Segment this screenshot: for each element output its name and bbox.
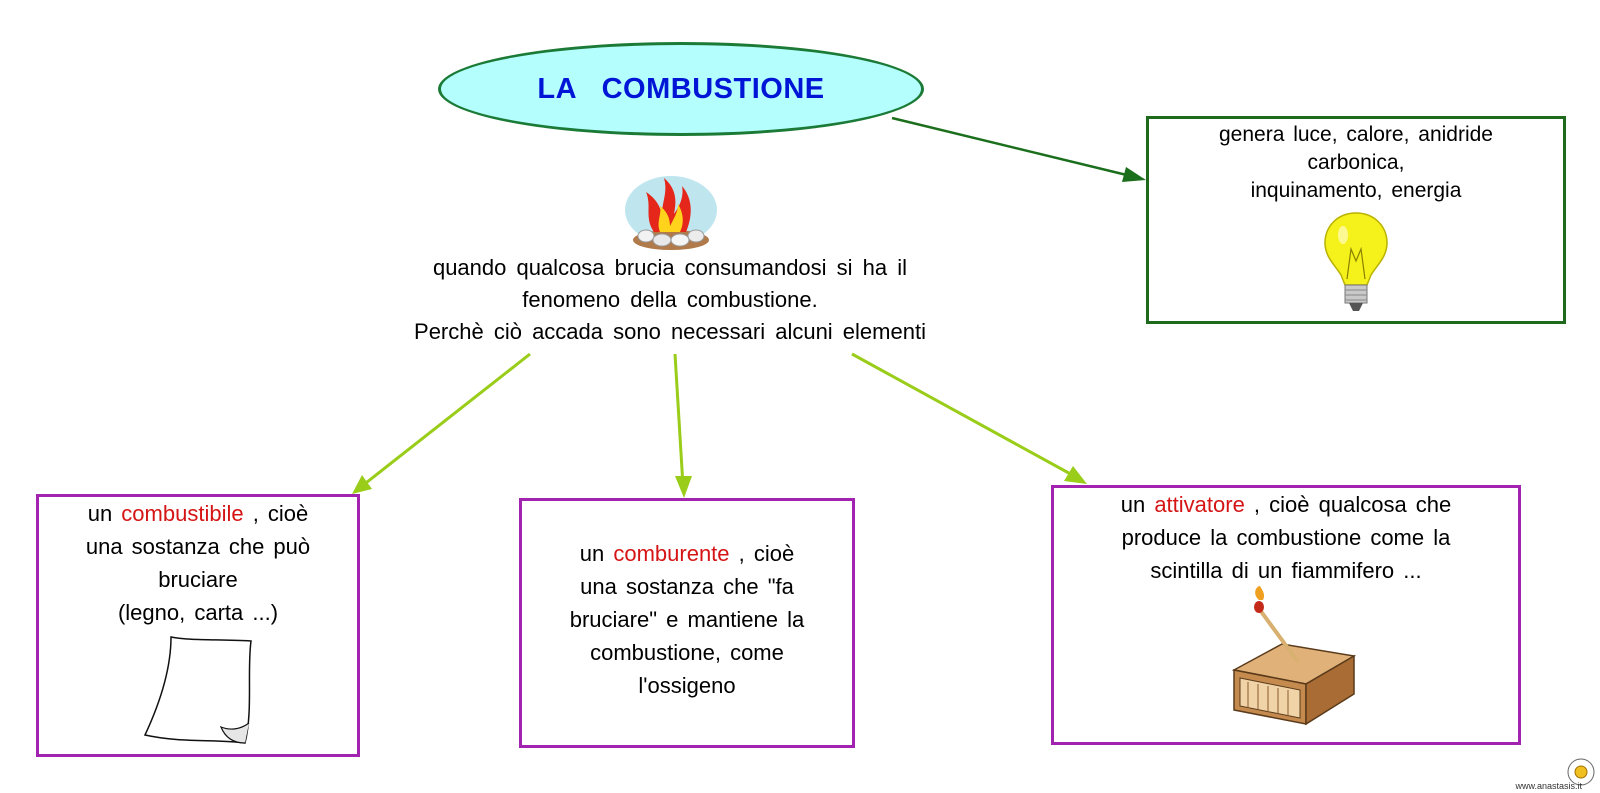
fuel-line-1: un combustibile , cioè <box>87 501 309 526</box>
center-description <box>330 252 1010 348</box>
matchbox-icon <box>1226 586 1360 736</box>
oxidizer-line-2: una sostanza che "fa <box>580 574 794 599</box>
igniter-line-1: un attivatore , cioè qualcosa che <box>1120 492 1452 517</box>
igniter-line-2: produce la combustione come la <box>1121 525 1451 550</box>
oxidizer-line-5: l'ossigeno <box>638 673 736 698</box>
igniter-line-3: scintilla di un fiammifero ... <box>1150 558 1422 583</box>
oxidizer-text <box>522 501 852 702</box>
arrow-center-to-igniter <box>852 354 1087 484</box>
paper-sheet-icon <box>141 631 261 751</box>
igniter-keyword: attivatore <box>1154 492 1245 517</box>
campfire-icon <box>624 174 718 254</box>
fuel-line-3: bruciare <box>158 567 238 592</box>
oxidizer-line-3: bruciare" e mantiene la <box>569 607 805 632</box>
center-line-2: fenomeno della combustione. <box>522 287 818 312</box>
oxidizer-box <box>519 498 855 748</box>
igniter-text <box>1054 488 1518 587</box>
oxidizer-line-1: un comburente , cioè <box>579 541 795 566</box>
fuel-keyword: combustibile <box>121 501 244 526</box>
arrow-center-to-oxidizer <box>675 354 692 498</box>
fuel-line-2: una sostanza che può <box>85 534 311 559</box>
effects-line-2: carbonica, <box>1307 151 1405 174</box>
diagram-title: LA COMBUSTIONE <box>537 72 825 105</box>
effects-text <box>1149 119 1563 205</box>
oxidizer-keyword: comburente <box>613 541 730 566</box>
oxidizer-line-4: combustione, come <box>590 640 784 665</box>
fuel-line-4: (legno, carta ...) <box>117 600 279 625</box>
center-line-1: quando qualcosa brucia consumandosi si ha il <box>432 255 908 280</box>
center-line-3: Perchè ciò accada sono necessari alcuni elementi <box>414 319 926 344</box>
light-bulb-icon <box>1321 209 1391 315</box>
effects-box <box>1146 116 1566 324</box>
effects-line-3: inquinamento, energia <box>1250 179 1462 202</box>
title-ellipse <box>438 42 924 136</box>
effects-line-1: genera luce, calore, anidride <box>1218 123 1493 146</box>
fuel-text <box>39 497 357 629</box>
arrow-title-to-effects <box>892 118 1146 182</box>
igniter-box <box>1051 485 1521 745</box>
fuel-box <box>36 494 360 757</box>
footer-url: www.anastasis.it <box>1515 781 1582 791</box>
arrow-center-to-fuel <box>352 354 530 494</box>
